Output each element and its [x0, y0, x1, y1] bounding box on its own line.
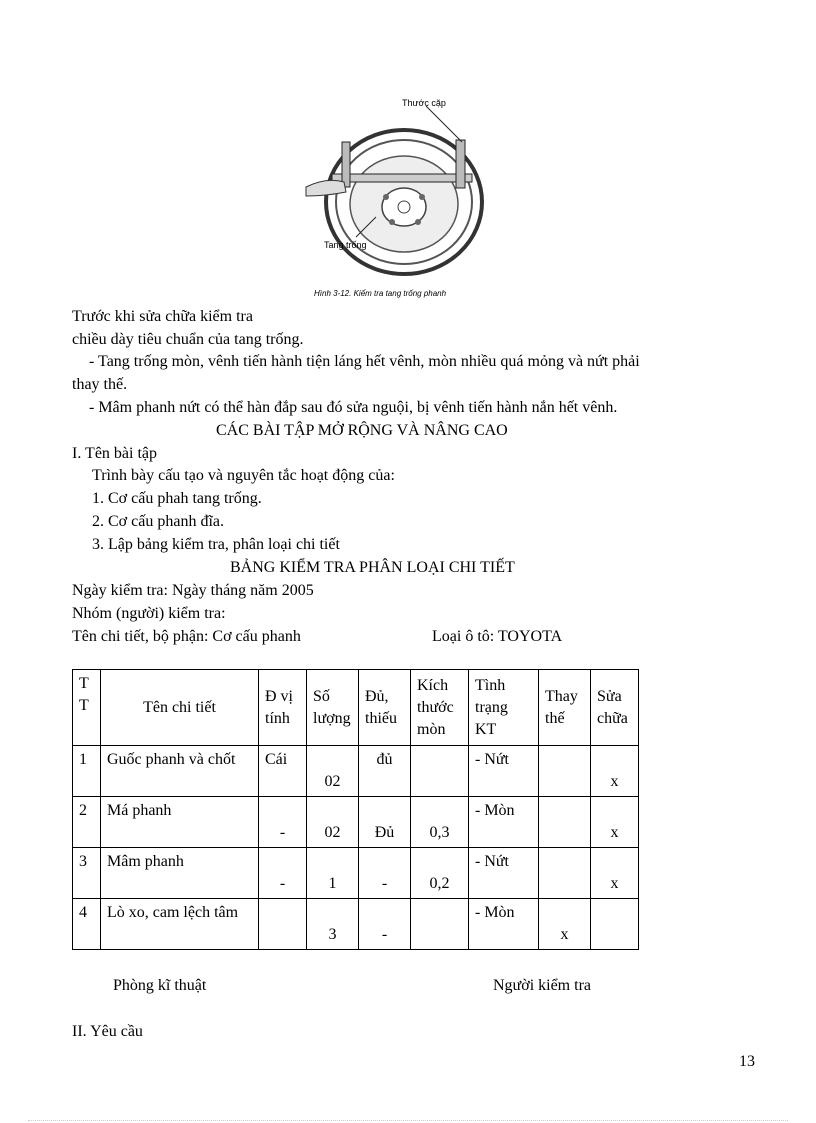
intro-line: Trình bày cấu tạo và nguyên tắc hoạt động của: — [92, 467, 395, 484]
drum-label: Tang trống — [324, 240, 367, 250]
row-2-repair: x — [591, 797, 639, 848]
signature-left: Phòng kĩ thuật — [113, 977, 207, 994]
header-repair: Sửa chữa — [591, 670, 639, 746]
row-1-enough: đủ — [359, 746, 411, 797]
row-1-replace — [539, 746, 591, 797]
car-line: Loại ô tô: TOYOTA — [432, 628, 563, 645]
row-2-unit: - — [259, 797, 307, 848]
group-line: Nhóm (người) kiểm tra: — [72, 605, 226, 622]
body-line-5: - Mâm phanh nứt có thể hàn đắp sau đó sửa nguội, bị vênh tiến hành nắn hết vênh. — [89, 399, 618, 416]
header-replace: Thay thế — [539, 670, 591, 746]
list-item-1: 1. Cơ cấu phah tang trống. — [92, 490, 262, 507]
row-3-status: - Nứt — [469, 848, 539, 899]
body-line-4: thay thế. — [72, 376, 128, 393]
page-bottom-border — [28, 1120, 788, 1121]
row-3-unit: - — [259, 848, 307, 899]
table-row — [73, 797, 639, 848]
row-2-name: Má phanh — [101, 797, 259, 848]
row-3-qty: 1 — [307, 848, 359, 899]
page-number: 13 — [739, 1053, 755, 1070]
row-3-name: Mâm phanh — [101, 848, 259, 899]
row-3-repair: x — [591, 848, 639, 899]
row-4-replace: x — [539, 899, 591, 950]
figure-caption: Hình 3-12. Kiểm tra tang trống phanh — [314, 289, 447, 298]
row-2-qty: 02 — [307, 797, 359, 848]
body-line-1: Trước khi sửa chữa kiểm tra — [72, 308, 253, 325]
row-4-name: Lò xo, cam lệch tâm — [101, 899, 259, 950]
row-2-status: - Mòn — [469, 797, 539, 848]
row-1-tt: 1 — [73, 746, 101, 797]
row-1-qty: 02 — [307, 746, 359, 797]
section-heading: CÁC BÀI TẬP MỞ RỘNG VÀ NÂNG CAO — [216, 422, 508, 439]
section-2-title: II. Yêu cầu — [72, 1023, 143, 1040]
header-status: Tình trạng KT — [469, 670, 539, 746]
row-1-status: - Nứt — [469, 746, 539, 797]
row-3-tt: 3 — [73, 848, 101, 899]
brake-drum-figure — [296, 92, 496, 306]
signature-right: Người kiểm tra — [493, 977, 591, 994]
row-4-enough: - — [359, 899, 411, 950]
row-4-size — [411, 899, 469, 950]
inspection-table — [72, 669, 639, 950]
list-item-2: 2. Cơ cấu phanh đĩa. — [92, 513, 224, 530]
row-3-replace — [539, 848, 591, 899]
header-name: Tên chi tiết — [101, 670, 259, 746]
table-title: BẢNG KIỂM TRA PHÂN LOẠI CHI TIẾT — [230, 559, 515, 576]
row-1-repair: x — [591, 746, 639, 797]
table-row — [73, 899, 639, 950]
row-4-status: - Mòn — [469, 899, 539, 950]
header-tt: T T — [73, 670, 101, 746]
caliper-label: Thước cặp — [402, 98, 446, 108]
table-header-row — [73, 670, 639, 746]
row-4-tt: 4 — [73, 899, 101, 950]
row-3-size: 0,2 — [411, 848, 469, 899]
brake-drum-caliper-illustration — [296, 92, 496, 292]
body-line-2: chiều dày tiêu chuẩn của tang trống. — [72, 331, 304, 348]
table-row — [73, 848, 639, 899]
date-line: Ngày kiểm tra: Ngày tháng năm 2005 — [72, 582, 314, 599]
body-line-3: - Tang trống mòn, vênh tiến hành tiện láng hết vênh, mòn nhiều quá mỏng và nứt phải — [89, 353, 640, 370]
row-2-enough: Đủ — [359, 797, 411, 848]
row-2-size: 0,3 — [411, 797, 469, 848]
header-size: Kích thước mòn — [411, 670, 469, 746]
row-2-replace — [539, 797, 591, 848]
row-4-unit — [259, 899, 307, 950]
header-unit: Đ vị tính — [259, 670, 307, 746]
part-line: Tên chi tiết, bộ phận: Cơ cấu phanh — [72, 628, 301, 645]
header-qty: Số lượng — [307, 670, 359, 746]
row-3-enough: - — [359, 848, 411, 899]
row-4-qty: 3 — [307, 899, 359, 950]
row-1-unit: Cái — [259, 746, 307, 797]
section-1-title: I. Tên bài tập — [72, 445, 158, 462]
row-1-size — [411, 746, 469, 797]
list-item-3: 3. Lập bảng kiểm tra, phân loại chi tiết — [92, 536, 340, 553]
table-row — [73, 746, 639, 797]
row-1-name: Guốc phanh và chốt — [101, 746, 259, 797]
row-2-tt: 2 — [73, 797, 101, 848]
row-4-repair — [591, 899, 639, 950]
header-enough: Đủ, thiếu — [359, 670, 411, 746]
